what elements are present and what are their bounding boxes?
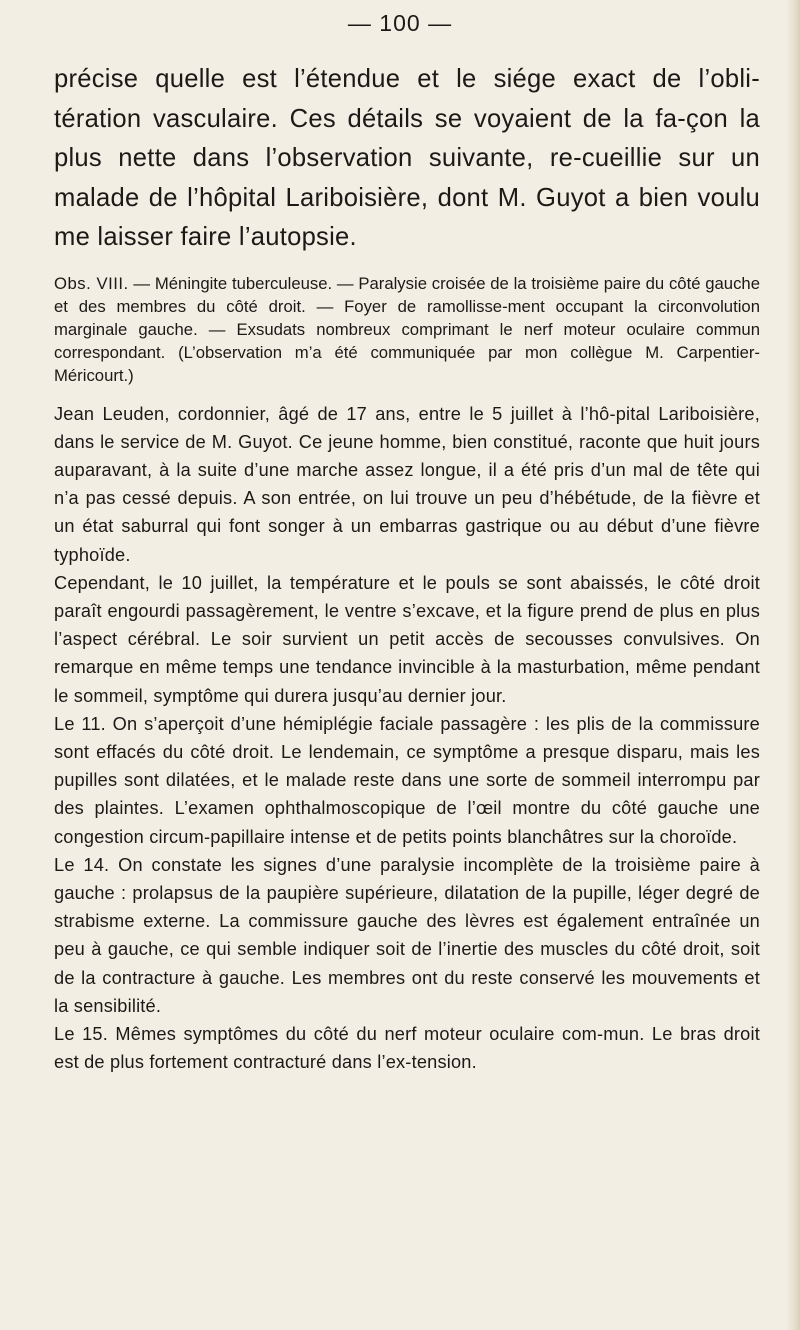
observation-label: Obs. VIII. bbox=[54, 273, 129, 293]
body-paragraph: Le 14. On constate les signes d’une paralysie incomplète de la troisième paire à gauche : prolapsus de la paupière supérieure, dilatation de la pupille, léger degré de strabisme externe. La commissure gauche des lèvres est également entraînée un peu à gauche, ce qui semble indiquer soit de l’inertie des muscles du côté droit, soit de la contracture à gauche. Les membres ont du reste conservé les mouvements et la sensibilité. bbox=[54, 854, 760, 1016]
page-body bbox=[54, 60, 760, 1076]
body-paragraph: Le 11. On s’aperçoit d’une hémiplégie faciale passagère : les plis de la commissure sont effacés du côté droit. Le lendemain, ce symptôme a presque disparu, mais les pupilles sont dilatées, et le malade reste dans une sorte de sommeil interrompu par des plaintes. L’examen ophthalmoscopique de l’œil montre du côté gauche une congestion circum-papillaire intense et de petits points blanchâtres sur la choroïde. bbox=[54, 713, 760, 847]
body-paragraph: Jean Leuden, cordonnier, âgé de 17 ans, entre le 5 juillet à l’hô-pital Lariboisière, dans le service de M. Guyot. Ce jeune homme, bien constitué, raconte que huit jours auparavant, à la suite d’une marche assez longue, il a été pris d’un mal de tête qui n’a pas cessé depuis. A son entrée, on lui trouve un peu d’hébétude, de la fièvre et un état saburral qui font songer à un embarras gastrique ou au début d’une fièvre typhoïde. bbox=[54, 403, 760, 565]
observation-heading bbox=[54, 272, 760, 387]
intro-paragraph: précise quelle est l’étendue et le siége exact de l’obli-tération vasculaire. Ces détails se voyaient de la fa-çon la plus nette dans l’observation suivante, re-cueillie sur un malade de l’hôpital Lariboisière, dont M. Guyot a bien voulu me laisser faire l’autopsie. bbox=[54, 65, 760, 251]
page-number: — 100 — bbox=[347, 10, 453, 36]
page-edge bbox=[786, 0, 800, 1330]
observation-summary: — Méningite tuberculeuse. — Paralysie croisée de la troisième paire du côté gauche et des membres du côté droit. — Foyer de ramollisse-ment occupant la circonvolution marginale gauche. — Exsudats nombreux comprimant le nerf moteur oculaire commun correspondant. (L’observation m’a été communiquée par mon collègue M. Carpentier-Méricourt.) bbox=[54, 273, 760, 385]
body-paragraph: Cependant, le 10 juillet, la température et le pouls se sont abaissés, le côté droit paraît engourdi passagèrement, le ventre s’excave, et la figure prend de plus en plus l’aspect cérébral. Le soir survient un petit accès de secousses convulsives. On remarque en même temps une tendance invincible à la masturbation, même pendant le sommeil, symptôme qui durera jusqu’au dernier jour. bbox=[54, 572, 760, 706]
body-paragraph: Le 15. Mêmes symptômes du côté du nerf moteur oculaire com-mun. Le bras droit est de plus fortement contracturé dans l’ex-tension. bbox=[54, 1023, 760, 1073]
